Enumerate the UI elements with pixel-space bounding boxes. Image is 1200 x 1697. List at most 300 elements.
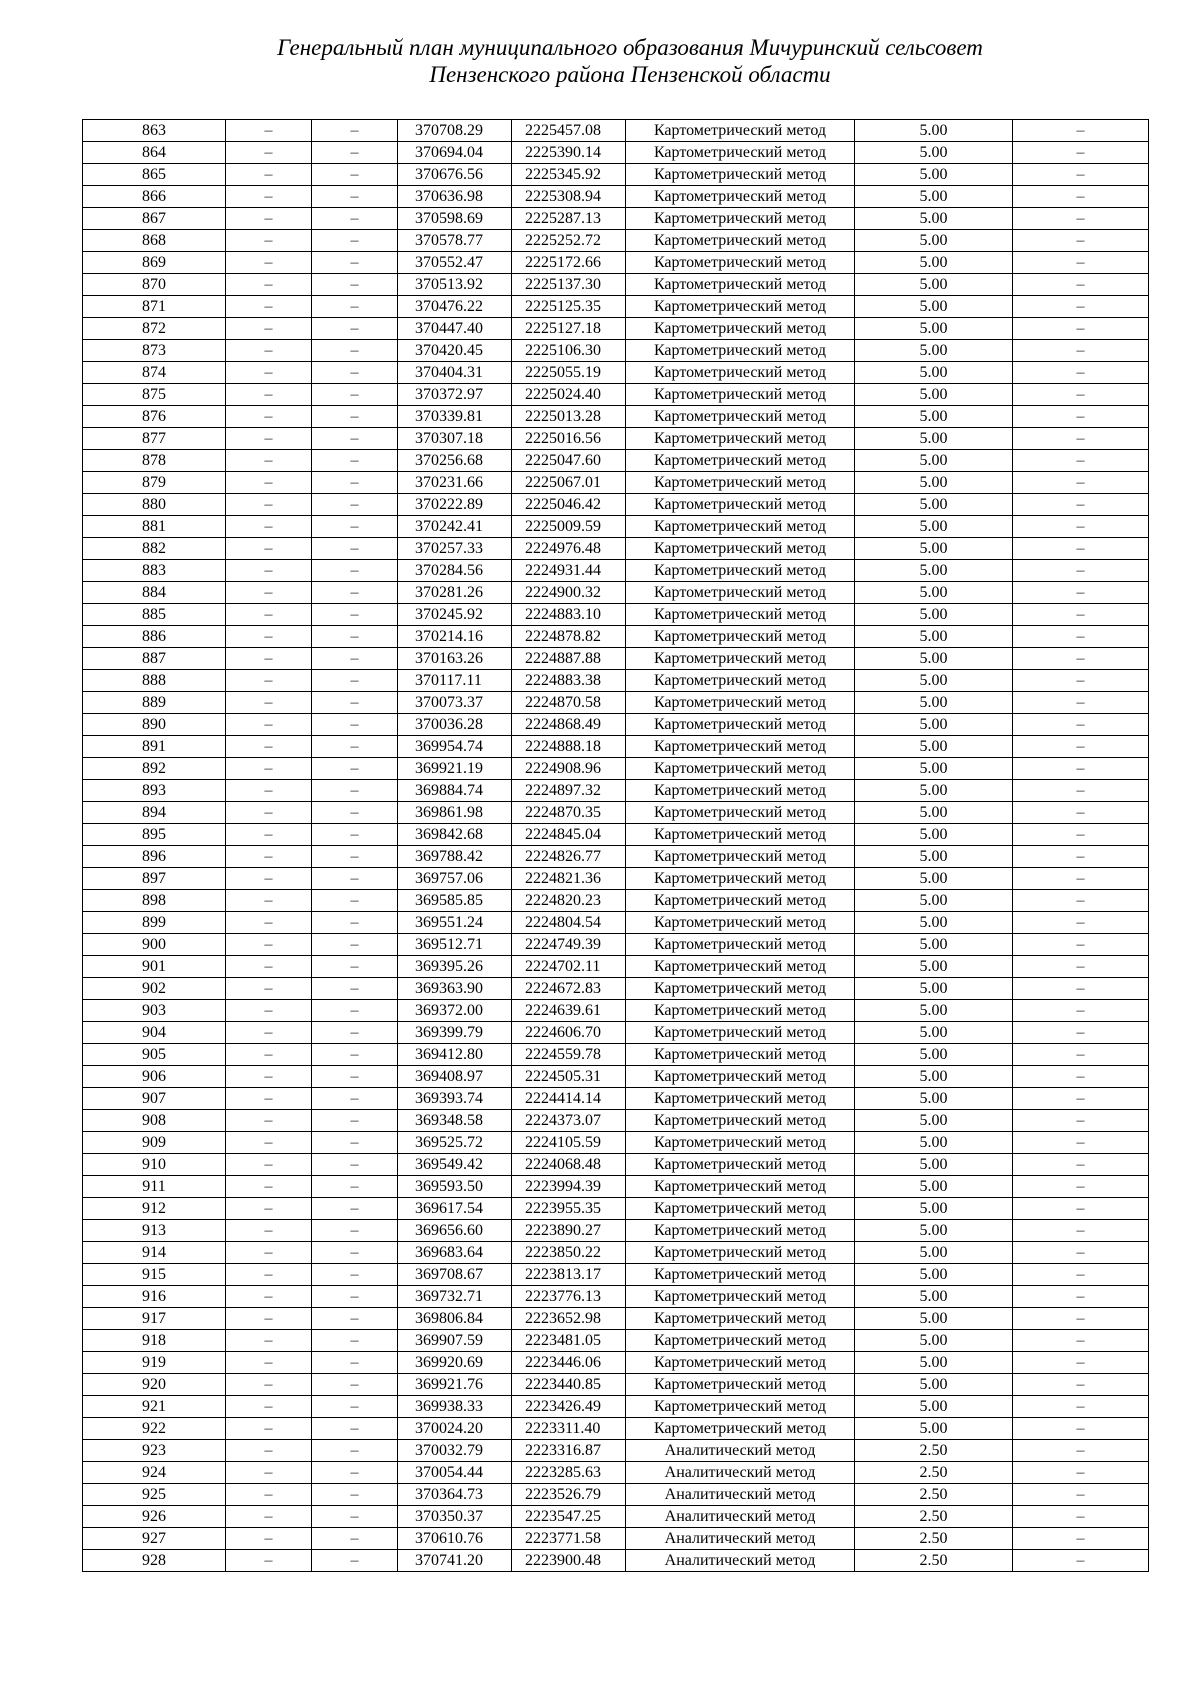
y-coordinate-cell: 2224870.58 xyxy=(512,692,626,714)
table-row xyxy=(83,1484,1149,1506)
dash-cell: – xyxy=(312,1440,398,1462)
x-coordinate-cell: 369617.54 xyxy=(398,1198,512,1220)
x-coordinate-cell: 370036.28 xyxy=(398,714,512,736)
method-cell: Картометрический метод xyxy=(626,296,855,318)
dash-cell: – xyxy=(226,318,312,340)
dash-cell: – xyxy=(1013,1462,1149,1484)
y-coordinate-cell: 2225287.13 xyxy=(512,208,626,230)
accuracy-cell: 5.00 xyxy=(855,406,1013,428)
x-coordinate-cell: 369393.74 xyxy=(398,1088,512,1110)
accuracy-cell: 5.00 xyxy=(855,1044,1013,1066)
point-number-cell: 890 xyxy=(83,714,226,736)
dash-cell: – xyxy=(226,1506,312,1528)
dash-cell: – xyxy=(226,1308,312,1330)
point-number-cell: 920 xyxy=(83,1374,226,1396)
table-row xyxy=(83,934,1149,956)
y-coordinate-cell: 2225127.18 xyxy=(512,318,626,340)
y-coordinate-cell: 2225125.35 xyxy=(512,296,626,318)
dash-cell: – xyxy=(1013,1396,1149,1418)
x-coordinate-cell: 370676.56 xyxy=(398,164,512,186)
point-number-cell: 867 xyxy=(83,208,226,230)
x-coordinate-cell: 369551.24 xyxy=(398,912,512,934)
accuracy-cell: 5.00 xyxy=(855,538,1013,560)
method-cell: Картометрический метод xyxy=(626,956,855,978)
y-coordinate-cell: 2224888.18 xyxy=(512,736,626,758)
accuracy-cell: 5.00 xyxy=(855,1418,1013,1440)
x-coordinate-cell: 369708.67 xyxy=(398,1264,512,1286)
table-row xyxy=(83,538,1149,560)
dash-cell: – xyxy=(312,868,398,890)
dash-cell: – xyxy=(1013,120,1149,142)
x-coordinate-cell: 370694.04 xyxy=(398,142,512,164)
y-coordinate-cell: 2223526.79 xyxy=(512,1484,626,1506)
table-row xyxy=(83,692,1149,714)
point-number-cell: 879 xyxy=(83,472,226,494)
dash-cell: – xyxy=(226,1352,312,1374)
method-cell: Картометрический метод xyxy=(626,846,855,868)
x-coordinate-cell: 369656.60 xyxy=(398,1220,512,1242)
table-row xyxy=(83,1396,1149,1418)
accuracy-cell: 5.00 xyxy=(855,912,1013,934)
point-number-cell: 927 xyxy=(83,1528,226,1550)
dash-cell: – xyxy=(226,406,312,428)
dash-cell: – xyxy=(312,1066,398,1088)
dash-cell: – xyxy=(226,582,312,604)
dash-cell: – xyxy=(1013,1110,1149,1132)
dash-cell: – xyxy=(312,252,398,274)
point-number-cell: 923 xyxy=(83,1440,226,1462)
table-row xyxy=(83,296,1149,318)
x-coordinate-cell: 370245.92 xyxy=(398,604,512,626)
y-coordinate-cell: 2225013.28 xyxy=(512,406,626,428)
dash-cell: – xyxy=(226,1462,312,1484)
y-coordinate-cell: 2223440.85 xyxy=(512,1374,626,1396)
table-row xyxy=(83,1110,1149,1132)
dash-cell: – xyxy=(226,186,312,208)
dash-cell: – xyxy=(312,670,398,692)
dash-cell: – xyxy=(312,1132,398,1154)
x-coordinate-cell: 370242.41 xyxy=(398,516,512,538)
point-number-cell: 898 xyxy=(83,890,226,912)
method-cell: Картометрический метод xyxy=(626,450,855,472)
x-coordinate-cell: 370073.37 xyxy=(398,692,512,714)
point-number-cell: 863 xyxy=(83,120,226,142)
dash-cell: – xyxy=(226,1286,312,1308)
dash-cell: – xyxy=(226,274,312,296)
point-number-cell: 914 xyxy=(83,1242,226,1264)
point-number-cell: 895 xyxy=(83,824,226,846)
table-row xyxy=(83,340,1149,362)
dash-cell: – xyxy=(312,1110,398,1132)
dash-cell: – xyxy=(312,1176,398,1198)
x-coordinate-cell: 369683.64 xyxy=(398,1242,512,1264)
point-number-cell: 911 xyxy=(83,1176,226,1198)
dash-cell: – xyxy=(1013,692,1149,714)
x-coordinate-cell: 369907.59 xyxy=(398,1330,512,1352)
dash-cell: – xyxy=(226,1484,312,1506)
dash-cell: – xyxy=(312,186,398,208)
dash-cell: – xyxy=(312,1308,398,1330)
table-row xyxy=(83,912,1149,934)
x-coordinate-cell: 370163.26 xyxy=(398,648,512,670)
dash-cell: – xyxy=(226,1242,312,1264)
dash-cell: – xyxy=(312,472,398,494)
dash-cell: – xyxy=(312,1088,398,1110)
dash-cell: – xyxy=(1013,1286,1149,1308)
method-cell: Картометрический метод xyxy=(626,1264,855,1286)
dash-cell: – xyxy=(312,846,398,868)
y-coordinate-cell: 2223771.58 xyxy=(512,1528,626,1550)
x-coordinate-cell: 369954.74 xyxy=(398,736,512,758)
x-coordinate-cell: 369921.19 xyxy=(398,758,512,780)
method-cell: Картометрический метод xyxy=(626,582,855,604)
x-coordinate-cell: 370054.44 xyxy=(398,1462,512,1484)
dash-cell: – xyxy=(226,912,312,934)
table-row xyxy=(83,1154,1149,1176)
dash-cell: – xyxy=(1013,648,1149,670)
accuracy-cell: 5.00 xyxy=(855,1286,1013,1308)
y-coordinate-cell: 2224897.32 xyxy=(512,780,626,802)
table-row xyxy=(83,648,1149,670)
point-number-cell: 928 xyxy=(83,1550,226,1572)
point-number-cell: 897 xyxy=(83,868,226,890)
dash-cell: – xyxy=(226,1132,312,1154)
method-cell: Картометрический метод xyxy=(626,230,855,252)
table-row xyxy=(83,1528,1149,1550)
dash-cell: – xyxy=(312,956,398,978)
method-cell: Картометрический метод xyxy=(626,1154,855,1176)
table-row xyxy=(83,1264,1149,1286)
dash-cell: – xyxy=(312,1154,398,1176)
y-coordinate-cell: 2223481.05 xyxy=(512,1330,626,1352)
table-row xyxy=(83,780,1149,802)
accuracy-cell: 5.00 xyxy=(855,824,1013,846)
accuracy-cell: 5.00 xyxy=(855,186,1013,208)
dash-cell: – xyxy=(1013,736,1149,758)
point-number-cell: 874 xyxy=(83,362,226,384)
x-coordinate-cell: 370281.26 xyxy=(398,582,512,604)
dash-cell: – xyxy=(226,164,312,186)
dash-cell: – xyxy=(1013,1264,1149,1286)
point-number-cell: 921 xyxy=(83,1396,226,1418)
y-coordinate-cell: 2224672.83 xyxy=(512,978,626,1000)
accuracy-cell: 5.00 xyxy=(855,1132,1013,1154)
method-cell: Картометрический метод xyxy=(626,1110,855,1132)
dash-cell: – xyxy=(312,934,398,956)
dash-cell: – xyxy=(226,450,312,472)
table-body xyxy=(83,120,1149,1572)
method-cell: Картометрический метод xyxy=(626,692,855,714)
dash-cell: – xyxy=(312,384,398,406)
table-row xyxy=(83,802,1149,824)
dash-cell: – xyxy=(1013,1022,1149,1044)
point-number-cell: 885 xyxy=(83,604,226,626)
table-row xyxy=(83,868,1149,890)
dash-cell: – xyxy=(1013,318,1149,340)
accuracy-cell: 5.00 xyxy=(855,1154,1013,1176)
dash-cell: – xyxy=(1013,1088,1149,1110)
dash-cell: – xyxy=(312,120,398,142)
dash-cell: – xyxy=(226,1000,312,1022)
method-cell: Картометрический метод xyxy=(626,670,855,692)
y-coordinate-cell: 2224702.11 xyxy=(512,956,626,978)
point-number-cell: 903 xyxy=(83,1000,226,1022)
method-cell: Аналитический метод xyxy=(626,1462,855,1484)
dash-cell: – xyxy=(312,912,398,934)
dash-cell: – xyxy=(312,450,398,472)
point-number-cell: 907 xyxy=(83,1088,226,1110)
header-line-1: Генеральный план муниципального образования Мичуринский сельсовет xyxy=(277,35,983,60)
accuracy-cell: 5.00 xyxy=(855,890,1013,912)
dash-cell: – xyxy=(226,1264,312,1286)
method-cell: Картометрический метод xyxy=(626,186,855,208)
dash-cell: – xyxy=(1013,384,1149,406)
method-cell: Картометрический метод xyxy=(626,274,855,296)
dash-cell: – xyxy=(226,516,312,538)
point-number-cell: 924 xyxy=(83,1462,226,1484)
accuracy-cell: 5.00 xyxy=(855,1022,1013,1044)
y-coordinate-cell: 2224373.07 xyxy=(512,1110,626,1132)
accuracy-cell: 5.00 xyxy=(855,1308,1013,1330)
table-row xyxy=(83,274,1149,296)
y-coordinate-cell: 2224826.77 xyxy=(512,846,626,868)
x-coordinate-cell: 370307.18 xyxy=(398,428,512,450)
x-coordinate-cell: 370578.77 xyxy=(398,230,512,252)
accuracy-cell: 5.00 xyxy=(855,758,1013,780)
dash-cell: – xyxy=(226,890,312,912)
x-coordinate-cell: 369920.69 xyxy=(398,1352,512,1374)
table-row xyxy=(83,384,1149,406)
x-coordinate-cell: 370364.73 xyxy=(398,1484,512,1506)
dash-cell: – xyxy=(1013,1484,1149,1506)
method-cell: Картометрический метод xyxy=(626,560,855,582)
y-coordinate-cell: 2225046.42 xyxy=(512,494,626,516)
x-coordinate-cell: 369732.71 xyxy=(398,1286,512,1308)
dash-cell: – xyxy=(1013,450,1149,472)
method-cell: Картометрический метод xyxy=(626,626,855,648)
dash-cell: – xyxy=(226,1528,312,1550)
dash-cell: – xyxy=(1013,274,1149,296)
method-cell: Картометрический метод xyxy=(626,1088,855,1110)
dash-cell: – xyxy=(312,1000,398,1022)
dash-cell: – xyxy=(1013,252,1149,274)
dash-cell: – xyxy=(312,406,398,428)
y-coordinate-cell: 2224900.32 xyxy=(512,582,626,604)
table-row xyxy=(83,956,1149,978)
y-coordinate-cell: 2223955.35 xyxy=(512,1198,626,1220)
table-row xyxy=(83,406,1149,428)
method-cell: Картометрический метод xyxy=(626,868,855,890)
y-coordinate-cell: 2223316.87 xyxy=(512,1440,626,1462)
y-coordinate-cell: 2225055.19 xyxy=(512,362,626,384)
dash-cell: – xyxy=(1013,340,1149,362)
method-cell: Картометрический метод xyxy=(626,164,855,186)
dash-cell: – xyxy=(1013,208,1149,230)
table-row xyxy=(83,164,1149,186)
accuracy-cell: 2.50 xyxy=(855,1550,1013,1572)
y-coordinate-cell: 2224883.38 xyxy=(512,670,626,692)
dash-cell: – xyxy=(1013,846,1149,868)
header-line-2: Пензенского района Пензенской области xyxy=(429,62,831,87)
point-number-cell: 916 xyxy=(83,1286,226,1308)
dash-cell: – xyxy=(226,802,312,824)
method-cell: Картометрический метод xyxy=(626,1396,855,1418)
y-coordinate-cell: 2224105.59 xyxy=(512,1132,626,1154)
dash-cell: – xyxy=(1013,1308,1149,1330)
method-cell: Картометрический метод xyxy=(626,406,855,428)
dash-cell: – xyxy=(1013,912,1149,934)
accuracy-cell: 5.00 xyxy=(855,934,1013,956)
method-cell: Картометрический метод xyxy=(626,120,855,142)
table-row xyxy=(83,186,1149,208)
x-coordinate-cell: 370372.97 xyxy=(398,384,512,406)
dash-cell: – xyxy=(226,736,312,758)
table-row xyxy=(83,846,1149,868)
accuracy-cell: 5.00 xyxy=(855,164,1013,186)
dash-cell: – xyxy=(1013,670,1149,692)
dash-cell: – xyxy=(226,1088,312,1110)
table-row xyxy=(83,824,1149,846)
accuracy-cell: 5.00 xyxy=(855,274,1013,296)
y-coordinate-cell: 2225106.30 xyxy=(512,340,626,362)
point-number-cell: 873 xyxy=(83,340,226,362)
table-row xyxy=(83,120,1149,142)
dash-cell: – xyxy=(1013,978,1149,1000)
table-row xyxy=(83,252,1149,274)
table-row xyxy=(83,1198,1149,1220)
accuracy-cell: 5.00 xyxy=(855,1374,1013,1396)
dash-cell: – xyxy=(1013,1374,1149,1396)
y-coordinate-cell: 2223652.98 xyxy=(512,1308,626,1330)
x-coordinate-cell: 370598.69 xyxy=(398,208,512,230)
dash-cell: – xyxy=(312,736,398,758)
table-row xyxy=(83,1022,1149,1044)
dash-cell: – xyxy=(1013,1352,1149,1374)
accuracy-cell: 5.00 xyxy=(855,340,1013,362)
point-number-cell: 906 xyxy=(83,1066,226,1088)
table-row xyxy=(83,318,1149,340)
method-cell: Картометрический метод xyxy=(626,1220,855,1242)
dash-cell: – xyxy=(226,252,312,274)
accuracy-cell: 5.00 xyxy=(855,1176,1013,1198)
table-row xyxy=(83,1044,1149,1066)
dash-cell: – xyxy=(1013,1550,1149,1572)
dash-cell: – xyxy=(312,1044,398,1066)
x-coordinate-cell: 369525.72 xyxy=(398,1132,512,1154)
x-coordinate-cell: 370117.11 xyxy=(398,670,512,692)
dash-cell: – xyxy=(1013,824,1149,846)
y-coordinate-cell: 2223850.22 xyxy=(512,1242,626,1264)
accuracy-cell: 5.00 xyxy=(855,252,1013,274)
x-coordinate-cell: 369884.74 xyxy=(398,780,512,802)
dash-cell: – xyxy=(1013,604,1149,626)
table-row xyxy=(83,1308,1149,1330)
x-coordinate-cell: 370222.89 xyxy=(398,494,512,516)
dash-cell: – xyxy=(226,626,312,648)
x-coordinate-cell: 370214.16 xyxy=(398,626,512,648)
y-coordinate-cell: 2224878.82 xyxy=(512,626,626,648)
accuracy-cell: 5.00 xyxy=(855,868,1013,890)
method-cell: Картометрический метод xyxy=(626,978,855,1000)
dash-cell: – xyxy=(312,164,398,186)
y-coordinate-cell: 2223311.40 xyxy=(512,1418,626,1440)
dash-cell: – xyxy=(226,1176,312,1198)
y-coordinate-cell: 2223547.25 xyxy=(512,1506,626,1528)
dash-cell: – xyxy=(312,230,398,252)
y-coordinate-cell: 2225390.14 xyxy=(512,142,626,164)
accuracy-cell: 5.00 xyxy=(855,670,1013,692)
point-number-cell: 877 xyxy=(83,428,226,450)
accuracy-cell: 5.00 xyxy=(855,802,1013,824)
point-number-cell: 884 xyxy=(83,582,226,604)
accuracy-cell: 5.00 xyxy=(855,604,1013,626)
table-row xyxy=(83,1462,1149,1484)
point-number-cell: 904 xyxy=(83,1022,226,1044)
dash-cell: – xyxy=(1013,1242,1149,1264)
method-cell: Картометрический метод xyxy=(626,318,855,340)
table-row xyxy=(83,1374,1149,1396)
dash-cell: – xyxy=(1013,802,1149,824)
dash-cell: – xyxy=(1013,780,1149,802)
x-coordinate-cell: 370420.45 xyxy=(398,340,512,362)
dash-cell: – xyxy=(226,1374,312,1396)
table-row xyxy=(83,472,1149,494)
accuracy-cell: 5.00 xyxy=(855,626,1013,648)
dash-cell: – xyxy=(1013,1154,1149,1176)
table-row xyxy=(83,450,1149,472)
point-number-cell: 880 xyxy=(83,494,226,516)
point-number-cell: 893 xyxy=(83,780,226,802)
method-cell: Картометрический метод xyxy=(626,1330,855,1352)
dash-cell: – xyxy=(1013,1132,1149,1154)
y-coordinate-cell: 2223994.39 xyxy=(512,1176,626,1198)
point-number-cell: 910 xyxy=(83,1154,226,1176)
dash-cell: – xyxy=(226,1044,312,1066)
method-cell: Аналитический метод xyxy=(626,1528,855,1550)
point-number-cell: 905 xyxy=(83,1044,226,1066)
y-coordinate-cell: 2224804.54 xyxy=(512,912,626,934)
point-number-cell: 892 xyxy=(83,758,226,780)
dash-cell: – xyxy=(312,1242,398,1264)
method-cell: Аналитический метод xyxy=(626,1506,855,1528)
dash-cell: – xyxy=(312,208,398,230)
dash-cell: – xyxy=(312,318,398,340)
dash-cell: – xyxy=(1013,1044,1149,1066)
dash-cell: – xyxy=(312,824,398,846)
dash-cell: – xyxy=(226,956,312,978)
dash-cell: – xyxy=(312,890,398,912)
dash-cell: – xyxy=(226,362,312,384)
method-cell: Картометрический метод xyxy=(626,780,855,802)
dash-cell: – xyxy=(1013,626,1149,648)
dash-cell: – xyxy=(312,538,398,560)
dash-cell: – xyxy=(1013,164,1149,186)
y-coordinate-cell: 2224749.39 xyxy=(512,934,626,956)
method-cell: Картометрический метод xyxy=(626,1308,855,1330)
table-row xyxy=(83,1088,1149,1110)
dash-cell: – xyxy=(1013,406,1149,428)
method-cell: Картометрический метод xyxy=(626,758,855,780)
y-coordinate-cell: 2224868.49 xyxy=(512,714,626,736)
dash-cell: – xyxy=(312,714,398,736)
dash-cell: – xyxy=(312,1220,398,1242)
dash-cell: – xyxy=(312,1286,398,1308)
method-cell: Картометрический метод xyxy=(626,824,855,846)
point-number-cell: 902 xyxy=(83,978,226,1000)
point-number-cell: 886 xyxy=(83,626,226,648)
point-number-cell: 919 xyxy=(83,1352,226,1374)
dash-cell: – xyxy=(226,296,312,318)
